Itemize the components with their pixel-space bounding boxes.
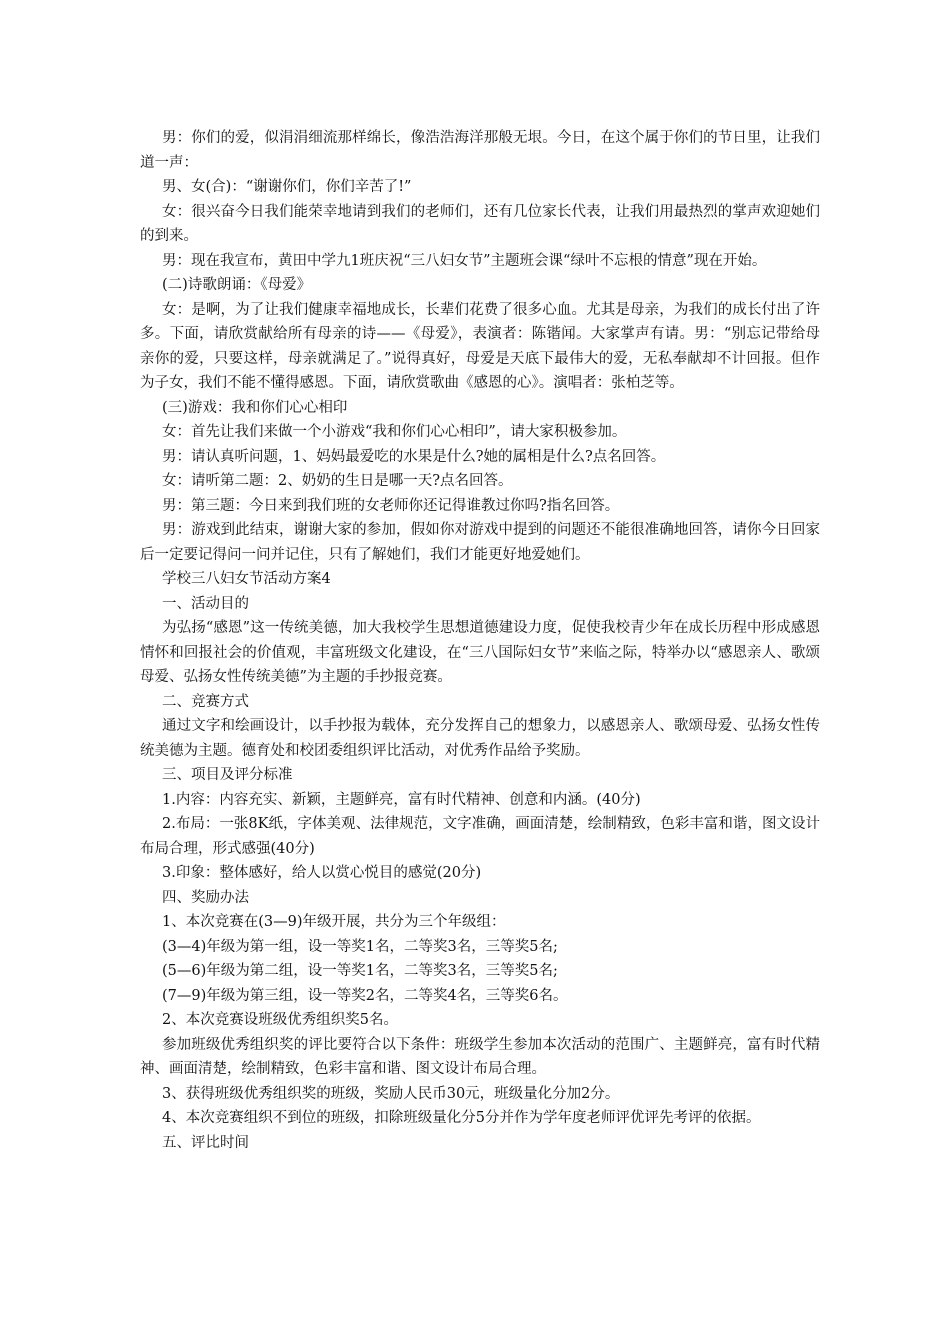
paragraph: 男：游戏到此结束，谢谢大家的参加，假如你对游戏中提到的问题还不能很准确地回答，请你今日回家后一定要记得问一问并记住，只有了解她们，我们才能更好地爱她们。 xyxy=(140,522,820,563)
section-heading: 三、项目及评分标准 xyxy=(162,767,293,783)
paragraph: 为弘扬“感恩”这一传统美德，加大我校学生思想道德建设力度，促使我校青少年在成长历程中形成感恩情怀和回报社会的价值观，丰富班级文化建设，在“三八国际妇女节”来临之际，特举办以“感恩亲人、歌颂母爱、弘扬女性传统美德”为主题的手抄报竞赛。 xyxy=(140,620,820,685)
list-item: (3—4)年级为第一组，设一等奖1名，二等奖3名，三等奖5名; xyxy=(162,938,558,955)
list-item: (7—9)年级为第三组，设一等奖2名，二等奖4名，三等奖6名。 xyxy=(162,987,568,1004)
list-item: (5—6)年级为第二组，设一等奖1名，二等奖3名，三等奖5名; xyxy=(162,963,558,979)
list-item: 3.印象：整体感好，给人以赏心悦目的感觉(20分) xyxy=(162,865,482,881)
paragraph: 女：很兴奋今日我们能荣幸地请到我们的老师们，还有几位家长代表，让我们用最热烈的掌声欢迎她们的到来。 xyxy=(140,203,820,244)
list-item: 1.内容：内容充实、新颖，主题鲜亮，富有时代精神、创意和内涵。(40分) xyxy=(162,791,641,808)
list-item: 2、本次竞赛设班级优秀组织奖5名。 xyxy=(162,1012,398,1028)
paragraph: 女：首先让我们来做一个小游戏“我和你们心心相印”，请大家积极参加。 xyxy=(162,424,627,440)
list-item: 2.布局：一张8K纸，字体美观、法律规范，文字准确，画面清楚，绘制精致，色彩丰富和谐，图文设计布局合理，形式感强(40分) xyxy=(140,816,820,857)
section-heading: 五、评比时间 xyxy=(162,1134,249,1151)
section-heading: 一、活动目的 xyxy=(162,595,249,612)
paragraph: 男、女(合)：“谢谢你们，你们辛苦了!” xyxy=(162,179,412,195)
paragraph: 女：请听第二题：2、奶奶的生日是哪一天?点名回答。 xyxy=(162,473,513,489)
paragraph: 参加班级优秀组织奖的评比要符合以下条件：班级学生参加本次活动的范围广、主题鲜亮，富有时代精神、画面清楚，绘制精致，色彩丰富和谐、图文设计布局合理。 xyxy=(140,1036,820,1077)
paragraph: 男：现在我宣布，黄田中学九1班庆祝“三八妇女节”主题班会课“绿叶不忘根的情意”现在开始。 xyxy=(162,252,767,269)
document-body xyxy=(140,126,820,1155)
section-heading: (三)游戏：我和你们心心相印 xyxy=(162,399,348,416)
paragraph: 通过文字和绘画设计，以手抄报为载体，充分发挥自己的想象力，以感恩亲人、歌颂母爱、弘扬女性传统美德为主题。德育处和校团委组织评比活动，对优秀作品给予奖励。 xyxy=(140,718,820,759)
paragraph: 男：你们的爱，似涓涓细流那样绵长，像浩浩海洋那般无垠。今日，在这个属于你们的节日里，让我们道一声： xyxy=(140,130,820,171)
section-heading: 四、奖励办法 xyxy=(162,889,249,906)
section-heading: (二)诗歌朗诵：《母爱》 xyxy=(162,277,312,293)
section-heading: 二、竞赛方式 xyxy=(162,693,249,710)
paragraph: 男：请认真听问题，1、妈妈最爱吃的水果是什么?她的属相是什么?点名回答。 xyxy=(162,448,666,465)
list-item: 3、获得班级优秀组织奖的班级，奖励人民币30元，班级量化分加2分。 xyxy=(162,1085,620,1102)
list-item: 1、本次竞赛在(3—9)年级开展，共分为三个年级组： xyxy=(162,914,506,930)
document-title: 学校三八妇女节活动方案4 xyxy=(162,571,331,587)
paragraph: 女：是啊，为了让我们健康幸福地成长，长辈们花费了很多心血。尤其是母亲，为我们的成长付出了许多。下面，请欣赏献给所有母亲的诗——《母爱》，表演者：陈锴闻。大家掌声有请。男：“别忘记带给母亲你的爱，只要这样，母亲就满足了。”说得真好，母爱是天底下最伟大的爱，无私奉献却不计回报。但作为子女，我们不能不懂得感恩。下面，请欣赏歌曲《感恩的心》。演唱者：张柏芝等。 xyxy=(140,301,820,391)
list-item: 4、本次竞赛组织不到位的班级，扣除班级量化分5分并作为学年度老师评优评先考评的依据。 xyxy=(162,1110,761,1126)
paragraph: 男：第三题：今日来到我们班的女老师你还记得谁教过你吗?指名回答。 xyxy=(162,497,620,514)
